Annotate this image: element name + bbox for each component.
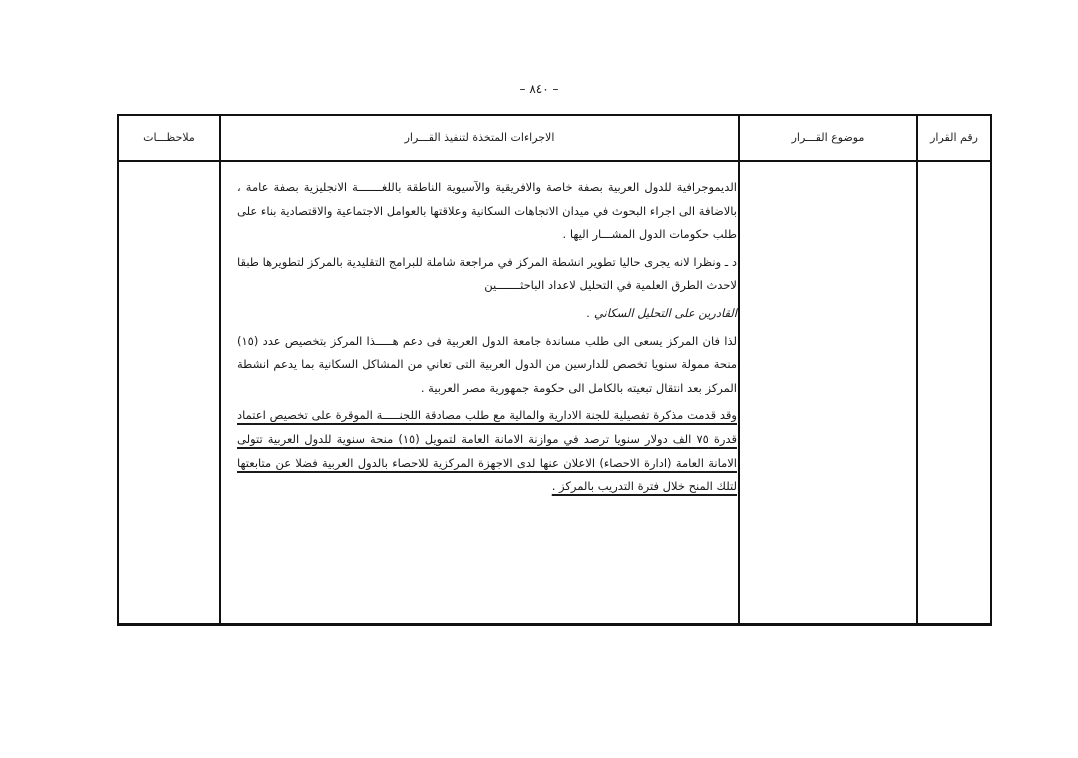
- header-divider: [119, 160, 990, 162]
- column-divider: [738, 116, 740, 623]
- header-decision-number: رقم القرار: [930, 131, 978, 144]
- header-actions: الاجراءات المتخذة لتنفيذ القـــرار: [404, 131, 555, 144]
- paragraph-demographics: الديموجرافية للدول العربية بصفة خاصة والافريقية والآسيوية الناطقة باللغـــــــة الانجليزية بصفة عامة ، بالاضافة الى اجراء البحوث في ميدان الاتجاهات السكانية وعلاقتها بالعوامل الاجتماعية والاقتصادية بناء على طلب حكومات الدول المشـــار اليها .: [237, 180, 737, 242]
- header-subject: موضوع القـــرار: [791, 131, 865, 144]
- column-divider: [219, 116, 221, 623]
- column-divider: [916, 116, 918, 623]
- paragraph-development: د ـ ونظرا لانه يجرى حاليا تطوير انشطة المركز في مراجعة شاملة للبرامج التقليدية بالمركز لتطويرها طبقا لاحدث الطرق العلمية في التحليل لاعداد الباحثـــــــين: [237, 254, 737, 293]
- actions-cell: [237, 176, 737, 499]
- paragraph-memo: وقد قدمت مذكرة تفصيلية للجنة الادارية والمالية مع طلب مصادقة اللجنـــــة الموقرة على تخصيص اعتماد قدرة ٧٥ الف دولار سنويا ترصد في موازنة الامانة العامة لتمويل (١٥) منحة سنوية للدول العربية تتولى الامانة العامة (ادارة الاحصاء) الاعلان عنها لدى الاجهزة المركزية للاحصاء بالدول العربية فضلا عن متابعتها لتلك المنح خلال فترة التدريب بالمركز .: [237, 408, 737, 494]
- page-number: – ٨٤٠ –: [519, 82, 559, 96]
- paragraph-support-request: لذا فان المركز يسعى الى طلب مساندة جامعة الدول العربية فى دعم هـــــذا المركز بتخصيص عدد (١٥) منحة ممولة سنويا تخصص للدارسين من الدول العربية التى تعاني من المشاكل السكانية بما يدعم انشطة المركز بعد انتقال تبعيته بالكامل الى حكومة جمهورية مصر العربية .: [237, 333, 737, 395]
- header-notes: ملاحظـــات: [143, 131, 195, 144]
- paragraph-analysts: القادرين على التحليل السكاني .: [586, 305, 737, 320]
- decision-table: [117, 114, 992, 626]
